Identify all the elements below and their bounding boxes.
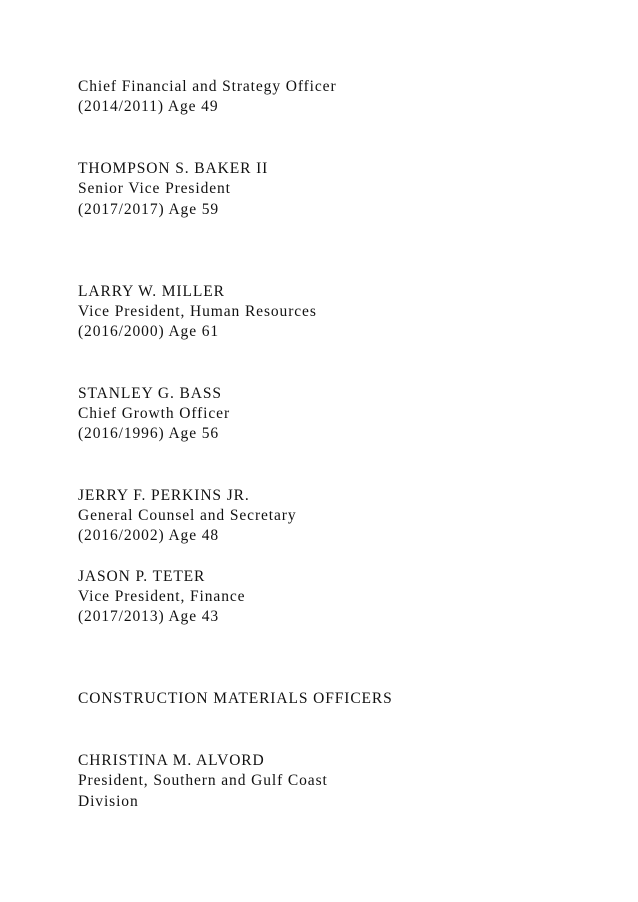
section-heading: CONSTRUCTION MATERIALS OFFICERS (78, 690, 393, 707)
officer-title: General Counsel and Secretary (78, 507, 297, 524)
officer-tenure: (2017/2013) Age 43 (78, 608, 220, 625)
officer-title: Vice President, Finance (78, 588, 246, 605)
officer-title: President, Southern and Gulf Coast (78, 772, 328, 789)
officer-name: JERRY F. PERKINS JR. (78, 487, 250, 504)
officer-name: LARRY W. MILLER (78, 283, 225, 300)
officer-tenure: (2016/2002) Age 48 (78, 527, 220, 544)
officer-title-continued: Division (78, 793, 139, 810)
officer-tenure: (2016/2000) Age 61 (78, 323, 220, 340)
officer-title: Chief Financial and Strategy Officer (78, 78, 337, 95)
officer-tenure: (2017/2017) Age 59 (78, 201, 220, 218)
officer-tenure: (2014/2011) Age 49 (78, 98, 219, 115)
officer-title: Chief Growth Officer (78, 405, 231, 422)
officer-name: CHRISTINA M. ALVORD (78, 752, 265, 769)
officer-title: Senior Vice President (78, 180, 231, 197)
officer-name: STANLEY G. BASS (78, 385, 222, 402)
officer-tenure: (2016/1996) Age 56 (78, 425, 220, 442)
officer-title: Vice President, Human Resources (78, 303, 317, 320)
officer-name: JASON P. TETER (78, 568, 206, 585)
officer-name: THOMPSON S. BAKER II (78, 160, 269, 177)
